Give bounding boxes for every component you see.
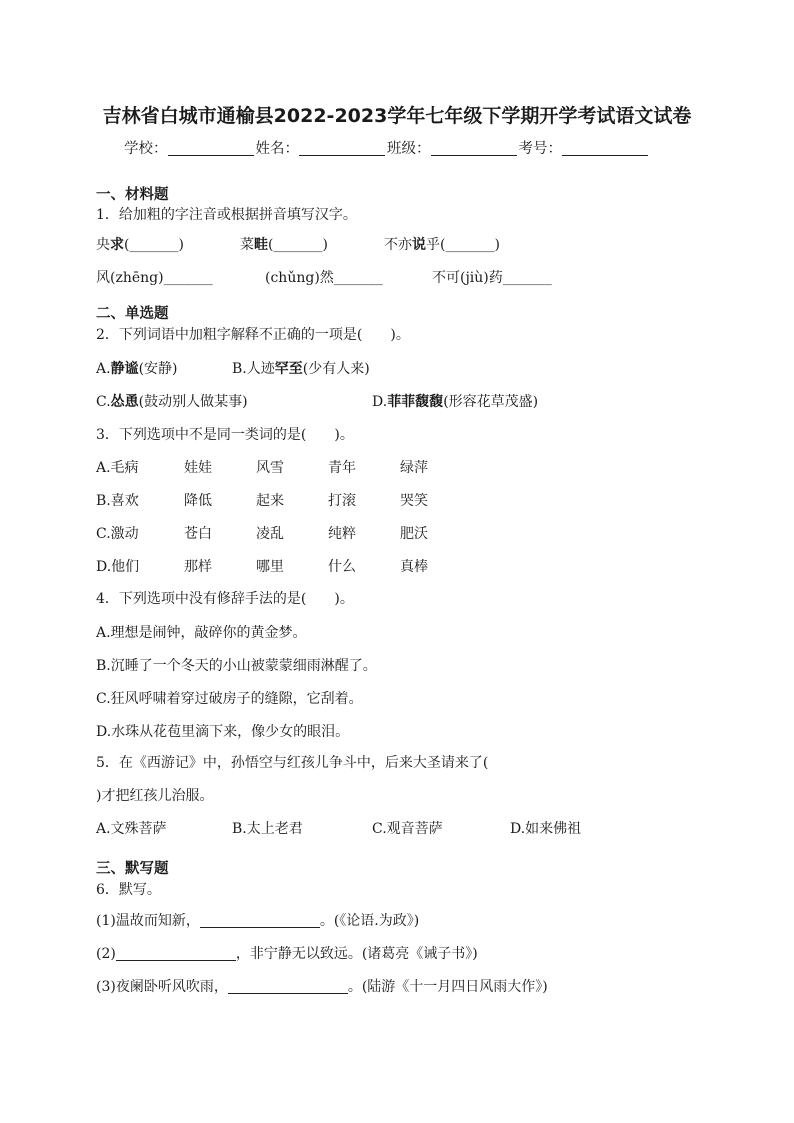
q3-word: 降低: [184, 493, 212, 509]
q5-option-d[interactable]: D.如来佛祖: [510, 821, 582, 837]
q3-word: 打滚: [328, 493, 356, 509]
section-heading-material: 一、材料题: [96, 187, 169, 203]
q6-blank-1[interactable]: [200, 913, 320, 928]
q3-word: 哪里: [256, 559, 284, 575]
q3-word: 肥沃: [400, 526, 428, 542]
q3-word: 什么: [328, 559, 356, 575]
question-1: 1．给加粗的字注音或根据拼音填写汉字。: [96, 207, 357, 223]
q6-blank-2[interactable]: [116, 946, 236, 961]
q1-item-4: 风(zhēng)_______: [96, 270, 213, 286]
q3-word: 娃娃: [184, 460, 212, 476]
q3-option-a[interactable]: A.毛病: [96, 460, 139, 476]
question-3: 3．下列选项中不是同一类词的是( )。: [96, 427, 354, 443]
section-heading-single-choice: 二、单选题: [96, 306, 169, 322]
q1-item-1: 央求(_______): [96, 237, 184, 253]
q1-item-2: 菜畦(_______): [240, 237, 328, 253]
question-5-line-1: 5．在《西游记》中，孙悟空与红孩儿争斗中，后来大圣请来了(: [96, 755, 489, 771]
q2-option-d[interactable]: D.菲菲馥馥(形容花草茂盛): [372, 394, 539, 410]
q6-line-2: (2) ，非宁静无以致远。(诸葛亮《诫子书》): [96, 946, 478, 962]
student-info-row: [124, 137, 650, 158]
q3-word: 风雪: [256, 460, 284, 476]
q4-option-a[interactable]: A.理想是闹钟，敲碎你的黄金梦。: [96, 625, 307, 641]
exam-title: 吉林省白城市通榆县2022-2023学年七年级下学期开学考试语文试卷: [102, 105, 692, 127]
school-label: 学校：: [124, 141, 168, 157]
q2-option-a[interactable]: A.静谧(安静): [96, 361, 178, 377]
q3-word: 凌乱: [256, 526, 284, 542]
q3-option-c[interactable]: C.激动: [96, 526, 139, 542]
name-label: 姓名：: [255, 141, 299, 157]
school-blank[interactable]: [168, 141, 254, 156]
q2-option-c[interactable]: C.怂恿(鼓动别人做某事): [96, 394, 248, 410]
q6-blank-3[interactable]: [228, 979, 348, 994]
section-heading-dictation: 三、默写题: [96, 861, 169, 877]
q3-word: 那样: [184, 559, 212, 575]
q5-option-a[interactable]: A.文殊菩萨: [96, 821, 167, 837]
question-2: 2．下列词语中加粗字解释不正确的一项是( )。: [96, 327, 410, 343]
q5-option-c[interactable]: C.观音菩萨: [372, 821, 443, 837]
q3-word: 真棒: [400, 559, 428, 575]
q6-line-3: (3)夜阑卧听风吹雨， 。(陆游《十一月四日风雨大作》): [96, 979, 548, 995]
number-blank[interactable]: [562, 141, 648, 156]
q3-word: 起来: [256, 493, 284, 509]
q4-option-b[interactable]: B.沉睡了一个冬天的小山被蒙蒙细雨淋醒了。: [96, 658, 377, 674]
class-label: 班级：: [387, 141, 431, 157]
q3-word: 哭笑: [400, 493, 428, 509]
q5-option-b[interactable]: B.太上老君: [232, 821, 303, 837]
q3-word: 青年: [328, 460, 356, 476]
q3-option-d[interactable]: D.他们: [96, 559, 140, 575]
q6-line-1: (1)温故而知新， 。(《论语.为政》): [96, 913, 420, 929]
q1-item-3: 不亦说乎(_______): [384, 237, 500, 253]
q2-option-b[interactable]: B.人迹罕至(少有人来): [232, 361, 370, 377]
class-blank[interactable]: [431, 141, 517, 156]
q1-item-6: 不可(jiù)药_______: [432, 270, 552, 286]
number-label: 考号：: [518, 141, 562, 157]
q3-word: 纯粹: [328, 526, 356, 542]
q3-option-b[interactable]: B.喜欢: [96, 493, 139, 509]
q3-word: 苍白: [184, 526, 212, 542]
q4-option-d[interactable]: D.水珠从花苞里滴下来，像少女的眼泪。: [96, 724, 350, 740]
name-blank[interactable]: [299, 141, 385, 156]
q1-item-5: (chǔng)然_______: [265, 270, 383, 286]
question-4: 4．下列选项中没有修辞手法的是( )。: [96, 591, 354, 607]
q3-word: 绿萍: [400, 460, 428, 476]
q4-option-c[interactable]: C.狂风呼啸着穿过破房子的缝隙，它刮着。: [96, 691, 363, 707]
question-6: 6．默写。: [96, 882, 161, 898]
question-5-line-2: )才把红孩儿治服。: [96, 788, 214, 804]
